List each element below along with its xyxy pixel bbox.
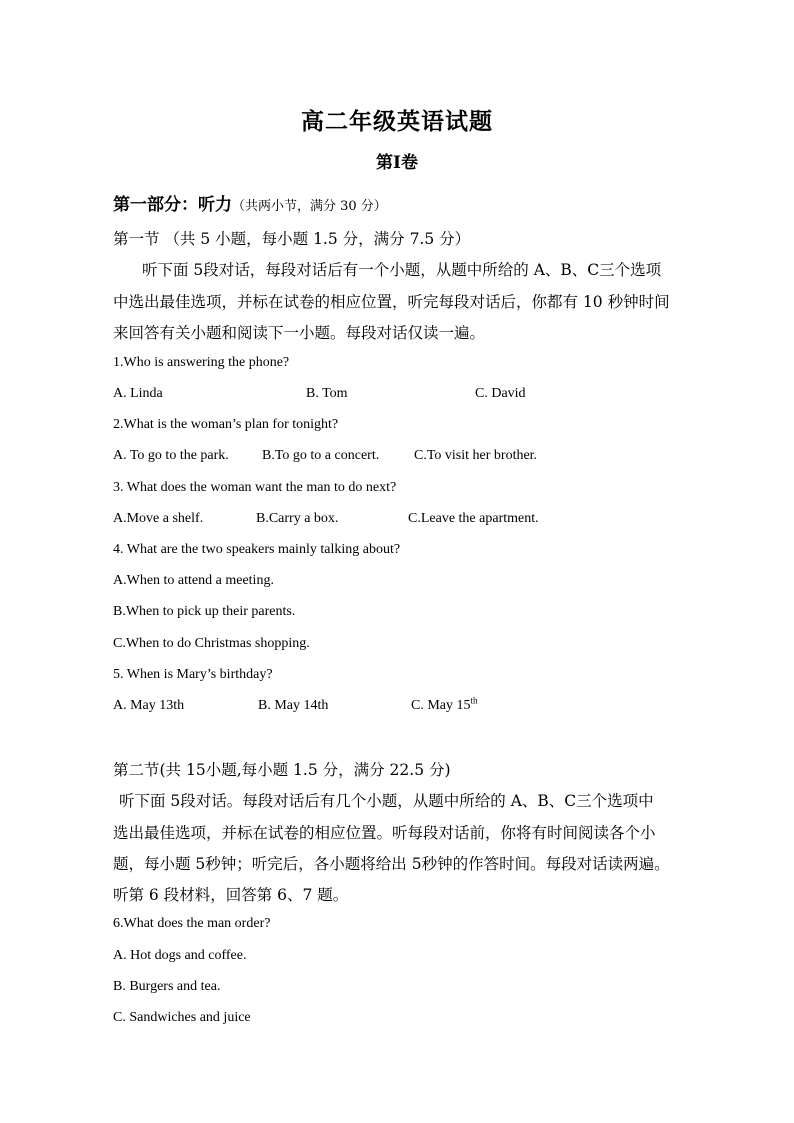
question-4: 4. What are the two speakers mainly talking about? (113, 542, 401, 557)
section1-heading: 第一节 （共 5 小题，每小题 1.5 分，满分 7.5 分） (113, 230, 471, 248)
part1-heading (113, 190, 387, 215)
q3-option-a: A.Move a shelf. (113, 511, 204, 526)
q4-option-a: A.When to attend a meeting. (113, 573, 274, 588)
q5-option-a: A. May 13th (113, 698, 185, 713)
part1-title: 第一部分：听力 (113, 195, 232, 215)
q2-option-b: B.To go to a concert. (262, 448, 380, 463)
q1-option-b: B. Tom (306, 386, 348, 401)
part1-note: （共两小节，满分 30 分） (232, 199, 387, 214)
q2-option-c: C.To visit her brother. (414, 448, 538, 463)
q2-option-a: A. To go to the park. (113, 448, 229, 463)
volume-label: 第Ⅰ卷 (376, 153, 418, 173)
question-5: 5. When is Mary’s birthday? (113, 667, 273, 682)
q5-option-c (411, 695, 478, 714)
q5-option-b: B. May 14th (258, 698, 329, 713)
section2-instruction-4: 听第 6 段材料，回答第 6、7 题。 (113, 886, 349, 904)
section2-instruction-3: 题，每小题 5秒钟；听完后，各小题将给出 5秒钟的作答时间。每段对话读两遍。 (113, 855, 670, 873)
q4-option-c: C.When to do Christmas shopping. (113, 636, 310, 651)
q4-option-b: B.When to pick up their parents. (113, 604, 296, 619)
question-3: 3. What does the woman want the man to do next? (113, 480, 397, 495)
q5-option-c-text: C. May 15 (411, 698, 471, 713)
q3-option-c: C.Leave the apartment. (408, 511, 539, 526)
q1-option-a: A. Linda (113, 386, 163, 401)
section1-instruction-1: 听下面 5段对话，每段对话后有一个小题，从题中所给的 A、B、C三个选项 (142, 261, 662, 279)
q6-option-b: B. Burgers and tea. (113, 979, 221, 994)
section1-instruction-3: 来回答有关小题和阅读下一小题。每段对话仅读一遍。 (113, 324, 486, 342)
q6-option-a: A. Hot dogs and coffee. (113, 948, 247, 963)
section1-instruction-2: 中选出最佳选项，并标在试卷的相应位置，听完每段对话后，你都有 10 秒钟时间 (113, 293, 670, 311)
question-1: 1.Who is answering the phone? (113, 355, 290, 370)
section2-heading: 第二节(共 15小题,每小题 1.5 分，满分 22.5 分) (113, 761, 451, 779)
section2-instruction-2: 选出最佳选项，并标在试卷的相应位置。听每段对话前，你将有时间阅读各个小 (113, 824, 656, 842)
question-6: 6.What does the man order? (113, 916, 271, 931)
q5-option-c-suffix: th (470, 695, 478, 706)
q3-option-b: B.Carry a box. (256, 511, 339, 526)
section2-instruction-1: 听下面 5段对话。每段对话后有几个小题，从题中所给的 A、B、C三个选项中 (119, 792, 654, 810)
question-2: 2.What is the woman’s plan for tonight? (113, 417, 339, 432)
q1-option-c: C. David (475, 386, 526, 401)
exam-title: 高二年级英语试题 (301, 108, 493, 135)
q6-option-c: C. Sandwiches and juice (113, 1010, 251, 1025)
